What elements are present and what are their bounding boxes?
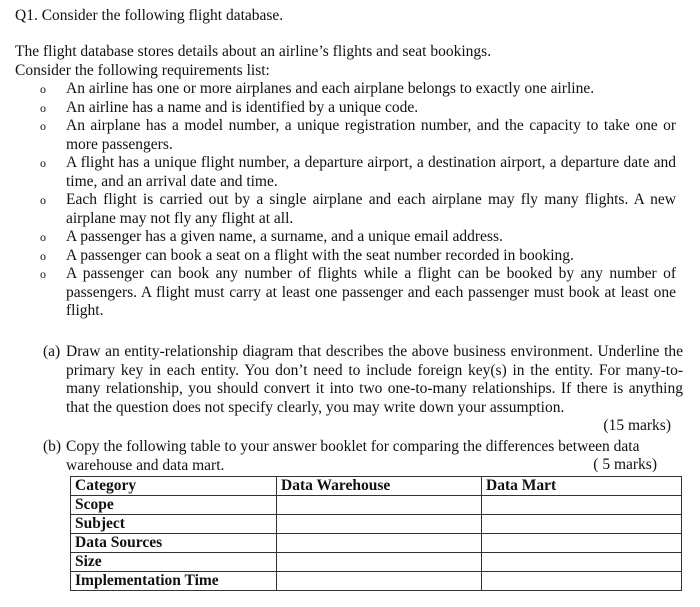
table-row-label: Implementation Time — [71, 572, 277, 591]
requirement-text: An airline has a name and is identified by a unique code. — [66, 98, 419, 116]
table-cell — [482, 572, 682, 591]
table-row — [71, 496, 682, 515]
table-row-label: Scope — [71, 496, 277, 515]
bullet-icon: o — [40, 100, 46, 115]
table-row — [71, 515, 682, 534]
table-cell — [482, 534, 682, 553]
table-header-cell: Data Mart — [482, 477, 682, 496]
requirement-text: A passenger can book a seat on a flight with the seat number recorded in booking. — [66, 246, 574, 264]
table-header-cell: Category — [71, 477, 277, 496]
requirement-text: A flight has a unique flight number, a departure airport, a destination airport, a departure date and time, and an arrival date and time. — [66, 154, 676, 190]
requirement-text: A passenger has a given name, a surname, and a unique email address. — [66, 228, 503, 245]
intro-line-1: The flight database stores details about an airline’s flights and seat bookings. — [15, 43, 492, 60]
bullet-icon: o — [40, 230, 46, 244]
bullet-icon: o — [40, 267, 46, 281]
question-title: Q1. Consider the following flight database. — [15, 7, 284, 24]
comparison-table — [70, 476, 682, 591]
table-header-cell: Data Warehouse — [277, 477, 482, 496]
bullet-icon: o — [40, 248, 46, 263]
requirement-item — [0, 117, 700, 154]
bullet-icon: o — [40, 82, 46, 96]
part-a — [43, 343, 683, 436]
table-row — [71, 534, 682, 553]
table-row-label: Size — [71, 553, 277, 572]
part-a-text: Draw an entity-relationship diagram that describes the above business environment. Underline the primary key in each entity. You don’t need to include foreign key(s) in the entity. For many-to-many relationship, you should convert it into two one-to-many relationships. If there is anything that the question does not specify clearly, you may write down your assumption. — [66, 343, 683, 416]
requirement-text: Each flight is carried out by a single airplane and each airplane may fly many flights. A new airplane may not fly any flight at all. — [66, 191, 676, 227]
bullet-icon: o — [40, 156, 46, 170]
question-intro — [15, 43, 685, 80]
requirement-item — [0, 247, 700, 266]
requirement-item — [0, 265, 700, 321]
part-b-marks: ( 5 marks) — [593, 456, 657, 473]
requirements-list — [0, 80, 700, 321]
requirement-item — [0, 154, 700, 191]
table-header-row — [71, 477, 682, 496]
requirement-item — [0, 80, 700, 99]
part-b — [43, 438, 683, 475]
table-row-label: Data Sources — [71, 534, 277, 553]
table-cell — [277, 572, 482, 591]
table-cell — [482, 515, 682, 534]
requirement-text: An airplane has a model number, a unique registration number, and the capacity to take one or more passengers. — [66, 117, 676, 153]
bullet-icon: o — [40, 193, 46, 207]
table-cell — [277, 534, 482, 553]
table-cell — [277, 515, 482, 534]
part-b-label: (b) — [43, 438, 62, 455]
table-row — [71, 572, 682, 591]
requirement-item — [0, 99, 700, 118]
table-row-label: Subject — [71, 515, 277, 534]
requirement-item — [0, 191, 700, 228]
part-a-marks: (15 marks) — [603, 417, 671, 434]
bullet-icon: o — [40, 119, 46, 133]
requirement-item — [0, 228, 700, 247]
intro-line-2: Consider the following requirements list: — [15, 61, 270, 79]
table-cell — [482, 553, 682, 572]
table-row — [71, 553, 682, 572]
table-cell — [277, 496, 482, 515]
table-cell — [277, 553, 482, 572]
table-cell — [482, 496, 682, 515]
part-b-text: Copy the following table to your answer booklet for comparing the differences between data warehouse and data mart. — [66, 438, 640, 474]
part-a-label: (a) — [43, 343, 61, 360]
requirement-text: An airline has one or more airplanes and each airplane belongs to exactly one airline. — [66, 80, 595, 97]
requirement-text: A passenger can book any number of flights while a flight can be booked by any number of passengers. A flight must carry at least one passenger and each passenger must book at least one flight. — [66, 265, 676, 319]
